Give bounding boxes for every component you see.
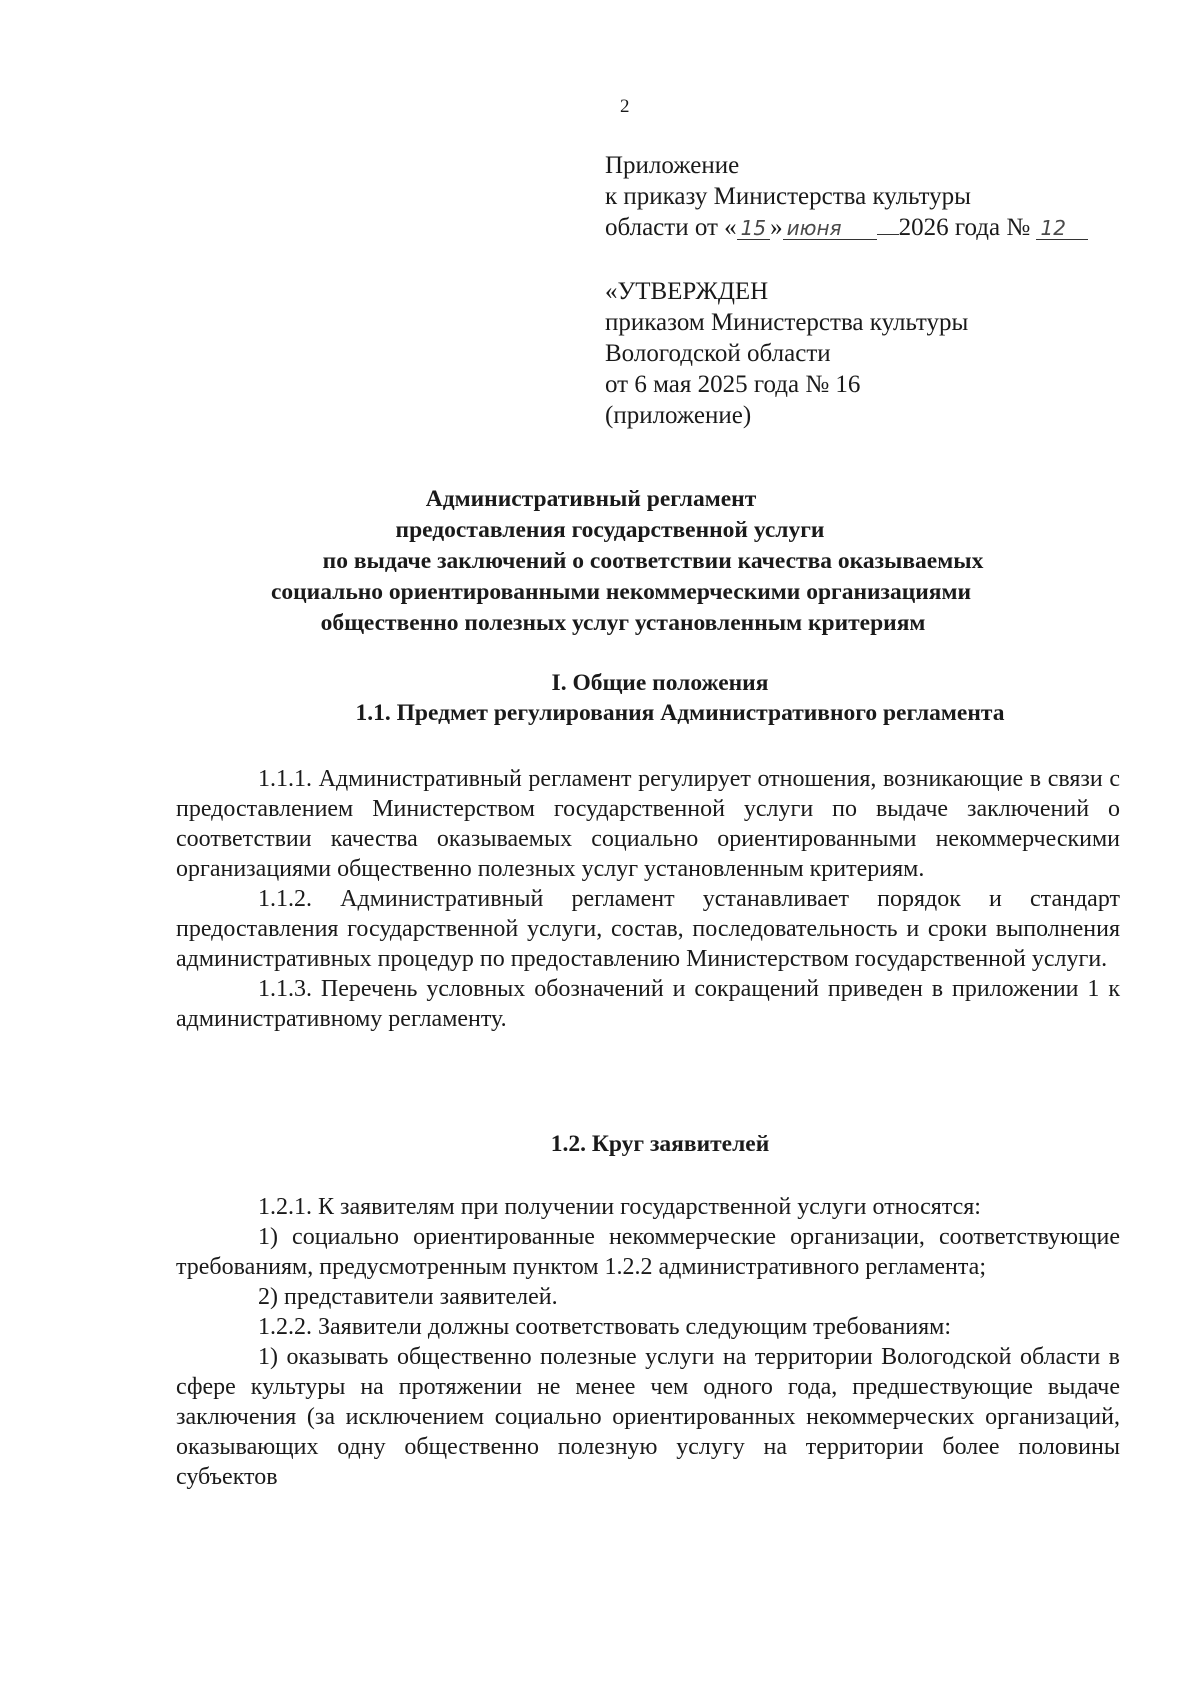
title-line-5: общественно полезных услуг установленным критериям bbox=[320, 610, 926, 636]
paragraph-item-1: 1) социально ориентированные некоммерческие организации, соответствующие требованиям, предусмотренным пунктом 1.2.2 административного регламента; bbox=[176, 1224, 1120, 1280]
paragraph-1-2-2: 1.2.2. Заявители должны соответствовать следующим требованиям: bbox=[258, 1314, 952, 1340]
paragraph-requirement-1: 1) оказывать общественно полезные услуги на территории Вологодской области в сфере культуры на протяжении не менее чем одного года, предшествующие выдаче заключения (за исключением социально ориентированных некоммерческих организаций, оказывающих одну общественно полезную услугу на территории более половины субъектов bbox=[176, 1344, 1120, 1490]
paragraph-1-2-1: 1.2.1. К заявителям при получении государственной услуги относятся: bbox=[258, 1194, 981, 1220]
section-1-body bbox=[176, 764, 1120, 1034]
approved-line-1: «УТВЕРЖДЕН bbox=[605, 278, 769, 305]
annex-line-2: к приказу Министерства культуры bbox=[605, 183, 971, 210]
blank-line bbox=[877, 234, 899, 235]
section-subheading: 1.1. Предмет регулирования Административного регламента bbox=[355, 700, 1005, 726]
handwritten-day: 15 bbox=[737, 217, 770, 240]
title-line-2: предоставления государственной услуги bbox=[395, 517, 825, 543]
paragraph-1-1-2: 1.1.2. Административный регламент устанавливает порядок и стандарт предоставления государственной услуги, состав, последовательность и сроки выполнения административных процедур по предоставлению Министерством государственной услуги. bbox=[176, 886, 1120, 972]
document-title bbox=[150, 484, 1050, 639]
approved-line-2: приказом Министерства культуры bbox=[605, 309, 969, 336]
paragraph-item-2: 2) представители заявителей. bbox=[258, 1284, 558, 1310]
annex-year: 2026 года № bbox=[898, 214, 1031, 241]
approved-line-5: (приложение) bbox=[605, 402, 752, 429]
annex-date-mid: » bbox=[770, 214, 783, 241]
title-line-1: Административный регламент bbox=[425, 486, 757, 512]
annex-line-3 bbox=[605, 212, 1088, 243]
approved-block bbox=[605, 276, 968, 431]
annex-block bbox=[605, 150, 1088, 243]
title-line-3: по выдаче заключений о соответствии качества оказываемых bbox=[322, 548, 984, 574]
paragraph-1-1-1: 1.1.1. Административный регламент регулирует отношения, возникающие в связи с предоставлением Министерством государственной услуги по выдаче заключений о соответствии качества оказываемых социально ориентированными некоммерческими организациями общественно полезных услуг установленным критериям. bbox=[176, 766, 1120, 882]
approved-line-4: от 6 мая 2025 года № 16 bbox=[605, 371, 861, 398]
section-2-heading: 1.2. Круг заявителей bbox=[550, 1131, 770, 1157]
title-line-4: социально ориентированными некоммерческими организациями bbox=[270, 579, 972, 605]
annex-line-1: Приложение bbox=[605, 152, 740, 179]
section-heading: I. Общие положения bbox=[551, 670, 769, 696]
handwritten-month: июня bbox=[783, 217, 877, 240]
approved-line-3: Вологодской области bbox=[605, 340, 831, 367]
page-number: 2 bbox=[620, 96, 630, 117]
section-2-body bbox=[176, 1192, 1120, 1492]
paragraph-1-1-3: 1.1.3. Перечень условных обозначений и сокращений приведен в приложении 1 к административному регламенту. bbox=[176, 976, 1120, 1032]
handwritten-number: 12 bbox=[1036, 217, 1088, 240]
annex-date-prefix: области от « bbox=[605, 214, 737, 241]
